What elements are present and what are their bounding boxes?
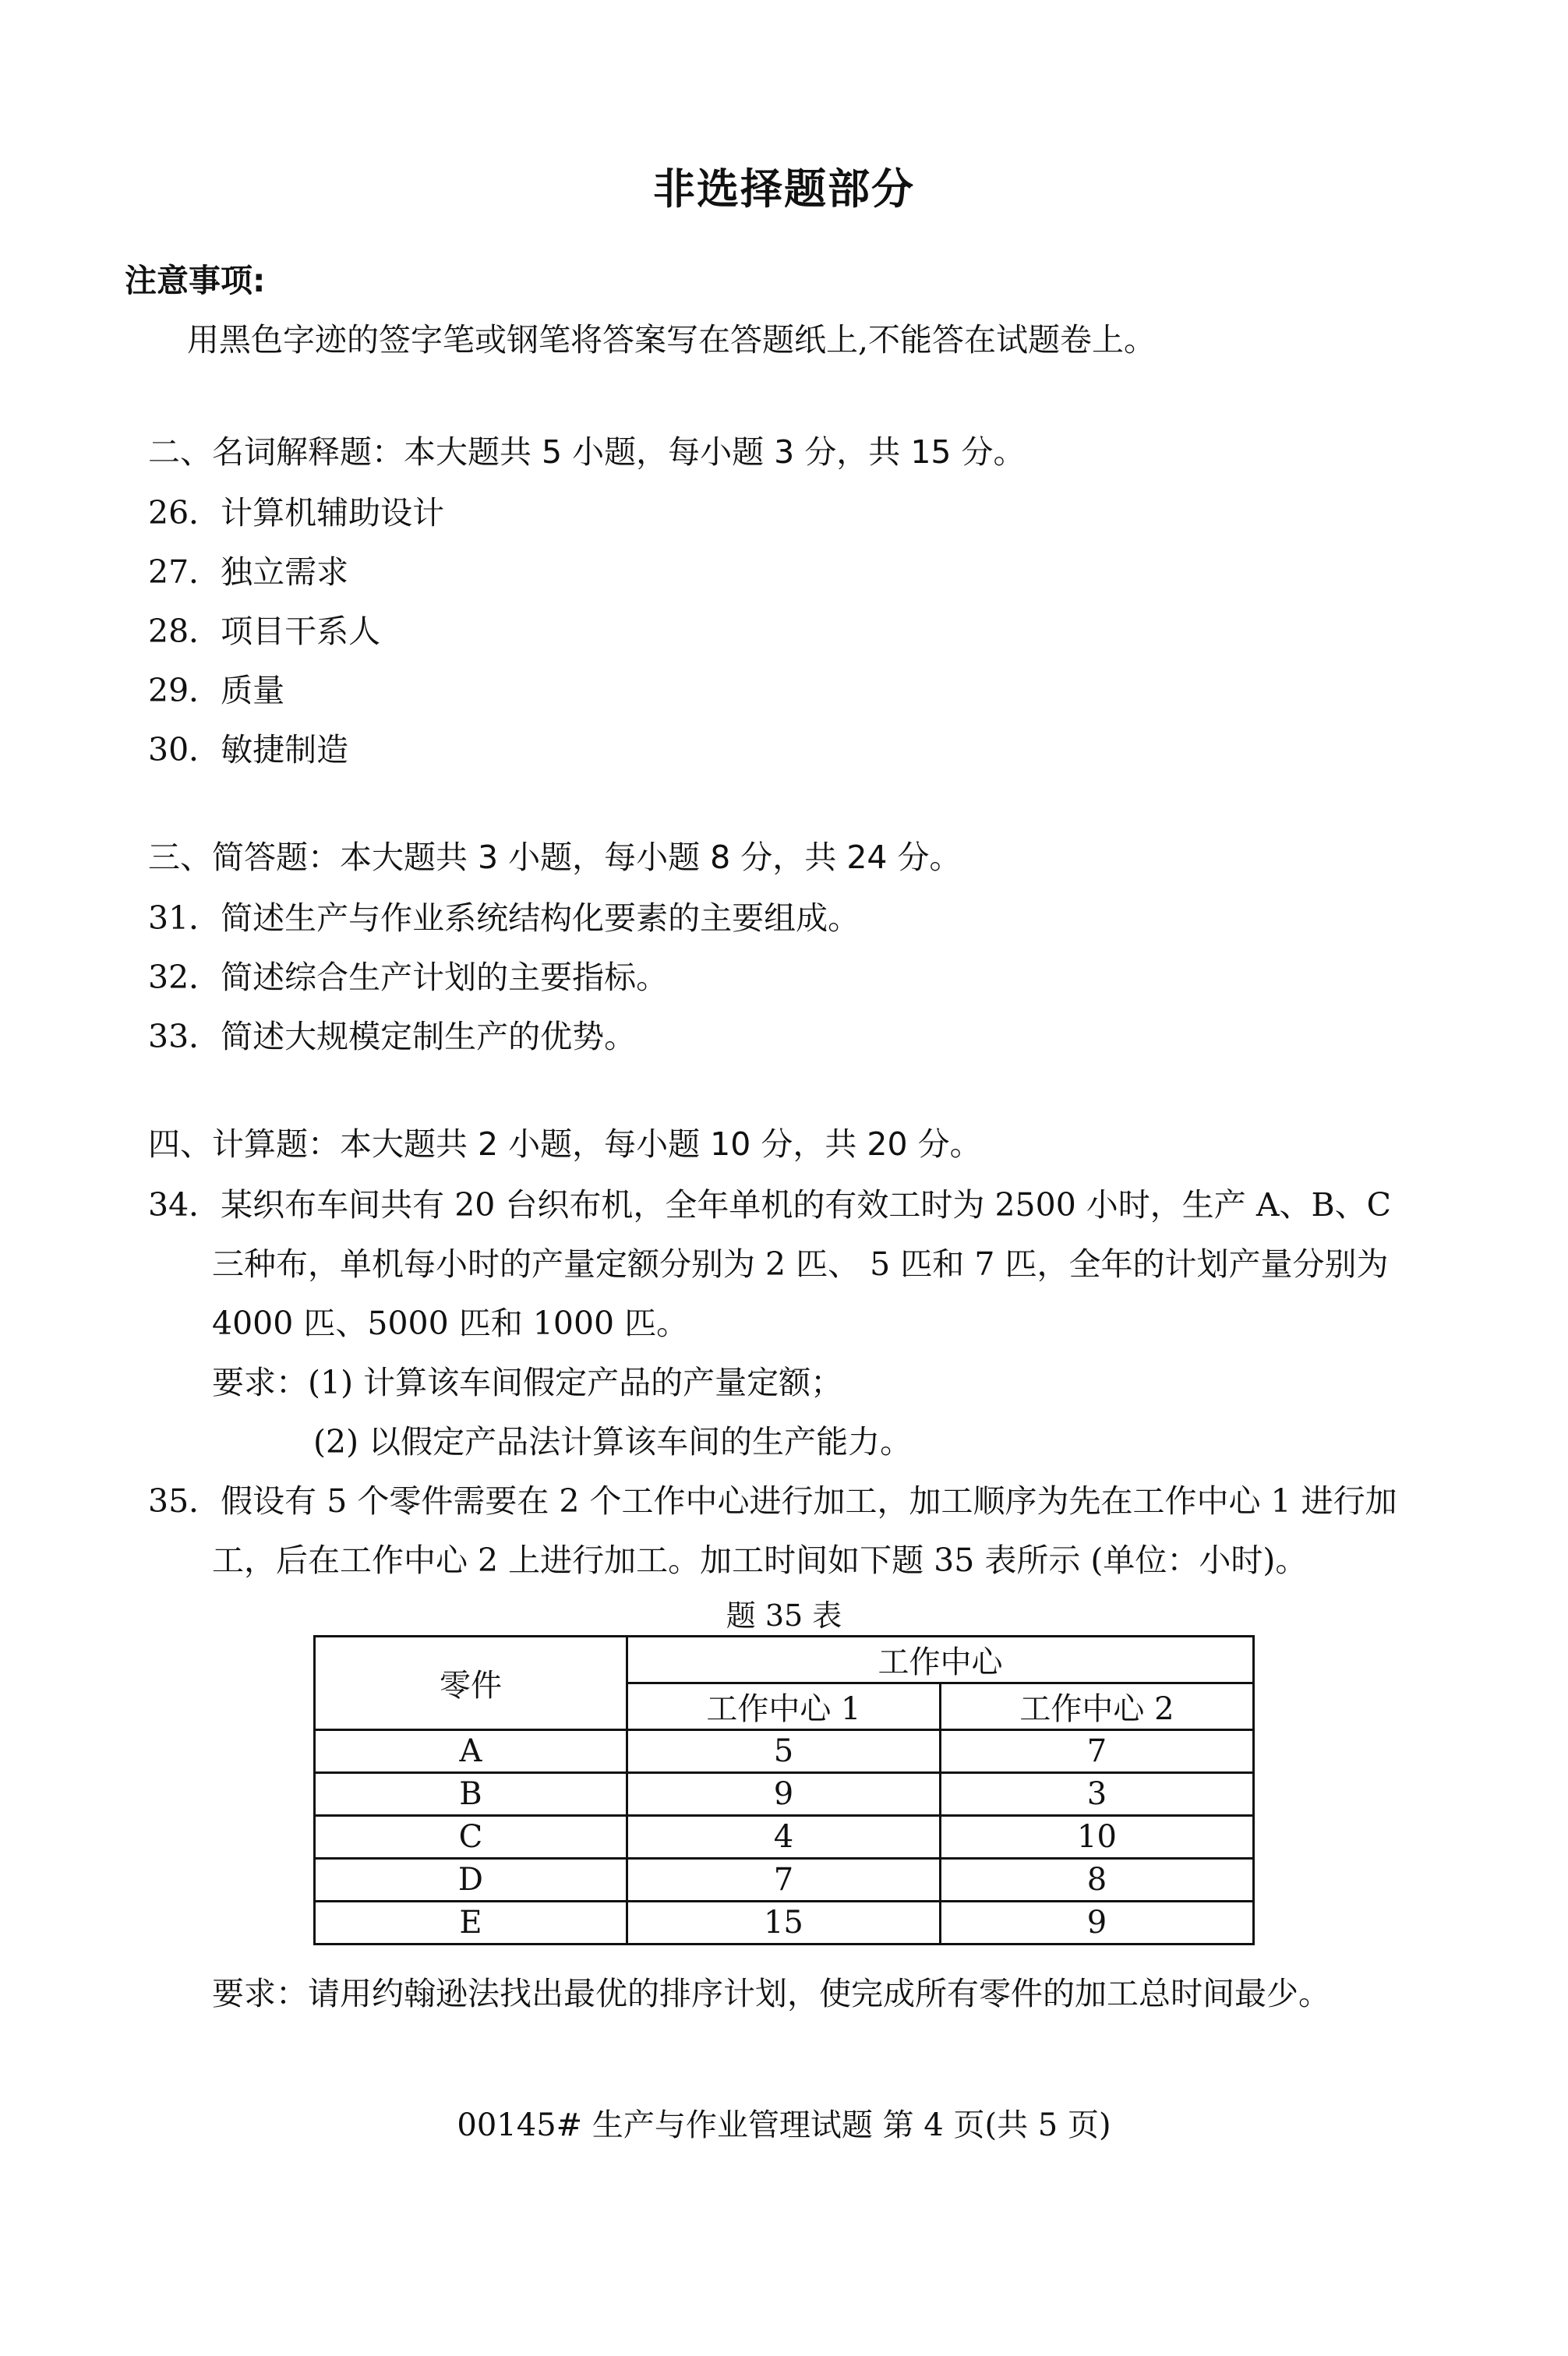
question-33: 33．简述大规模定制生产的优势。	[148, 1018, 637, 1055]
page-title: 非选择题部分	[653, 164, 915, 214]
section3-heading: 三、简答题：本大题共 3 小题，每小题 8 分，共 24 分。	[148, 839, 962, 876]
question-34-line-3: 4000 匹、5000 匹和 1000 匹。	[212, 1305, 689, 1342]
processing-time-table	[313, 1635, 1255, 1945]
cell-wc2: 3	[940, 1773, 1253, 1816]
table-row	[315, 1859, 1254, 1902]
question-27: 27．独立需求	[148, 553, 349, 591]
cell-wc2: 9	[940, 1902, 1253, 1944]
cell-part: C	[315, 1816, 627, 1859]
cell-wc1: 7	[627, 1859, 940, 1902]
question-32: 32．简述综合生产计划的主要指标。	[148, 959, 669, 996]
cell-wc1: 15	[627, 1902, 940, 1944]
table-row	[315, 1902, 1254, 1944]
question-34-requirement-2: (2) 以假定产品法计算该车间的生产能力。	[313, 1423, 913, 1461]
question-34-line-2: 三种布，单机每小时的产量定额分别为 2 匹、 5 匹和 7 匹，全年的计划产量分别为	[212, 1245, 1389, 1283]
table-row	[315, 1773, 1254, 1816]
question-35-line-1: 35．假设有 5 个零件需要在 2 个工作中心进行加工，加工顺序为先在工作中心 1 进行加	[148, 1482, 1397, 1520]
question-28: 28．项目干系人	[148, 613, 381, 650]
table-header-row	[315, 1637, 1254, 1683]
header-work-center-2: 工作中心 2	[940, 1683, 1253, 1730]
question-34-requirement-1: 要求：(1) 计算该车间假定产品的产量定额；	[212, 1364, 843, 1401]
cell-part: A	[315, 1730, 627, 1773]
cell-part: D	[315, 1859, 627, 1902]
header-work-center-1: 工作中心 1	[627, 1683, 940, 1730]
page-footer: 00145# 生产与作业管理试题 第 4 页(共 5 页)	[457, 2107, 1111, 2143]
header-work-center-group: 工作中心	[627, 1637, 1253, 1683]
table-row	[315, 1816, 1254, 1859]
cell-wc2: 7	[940, 1730, 1253, 1773]
notice-text: 用黑色字迹的签字笔或钢笔将答案写在答题纸上,不能答在试题卷上。	[187, 321, 1157, 359]
question-29: 29．质量	[148, 672, 285, 709]
cell-wc1: 4	[627, 1816, 940, 1859]
question-35-line-2: 工，后在工作中心 2 上进行加工。加工时间如下题 35 表所示 (单位：小时)。	[212, 1542, 1308, 1579]
cell-wc1: 5	[627, 1730, 940, 1773]
question-26: 26．计算机辅助设计	[148, 494, 445, 532]
section4-heading: 四、计算题：本大题共 2 小题，每小题 10 分，共 20 分。	[148, 1125, 982, 1163]
cell-wc2: 10	[940, 1816, 1253, 1859]
section2-heading: 二、名词解释题：本大题共 5 小题，每小题 3 分，共 15 分。	[148, 433, 1026, 471]
header-part: 零件	[315, 1637, 627, 1730]
question-35-requirement: 要求：请用约翰逊法找出最优的排序计划，使完成所有零件的加工总时间最少。	[212, 1975, 1330, 2012]
cell-wc1: 9	[627, 1773, 940, 1816]
question-30: 30．敏捷制造	[148, 731, 349, 768]
question-34-line-1: 34．某织布车间共有 20 台织布机，全年单机的有效工时为 2500 小时，生产 A、B、C	[148, 1186, 1391, 1224]
cell-part: B	[315, 1773, 627, 1816]
notice-heading: 注意事项:	[125, 262, 266, 299]
table-caption: 题 35 表	[726, 1598, 842, 1633]
cell-wc2: 8	[940, 1859, 1253, 1902]
cell-part: E	[315, 1902, 627, 1944]
question-31: 31．简述生产与作业系统结构化要素的主要组成。	[148, 899, 860, 937]
table-row	[315, 1730, 1254, 1773]
